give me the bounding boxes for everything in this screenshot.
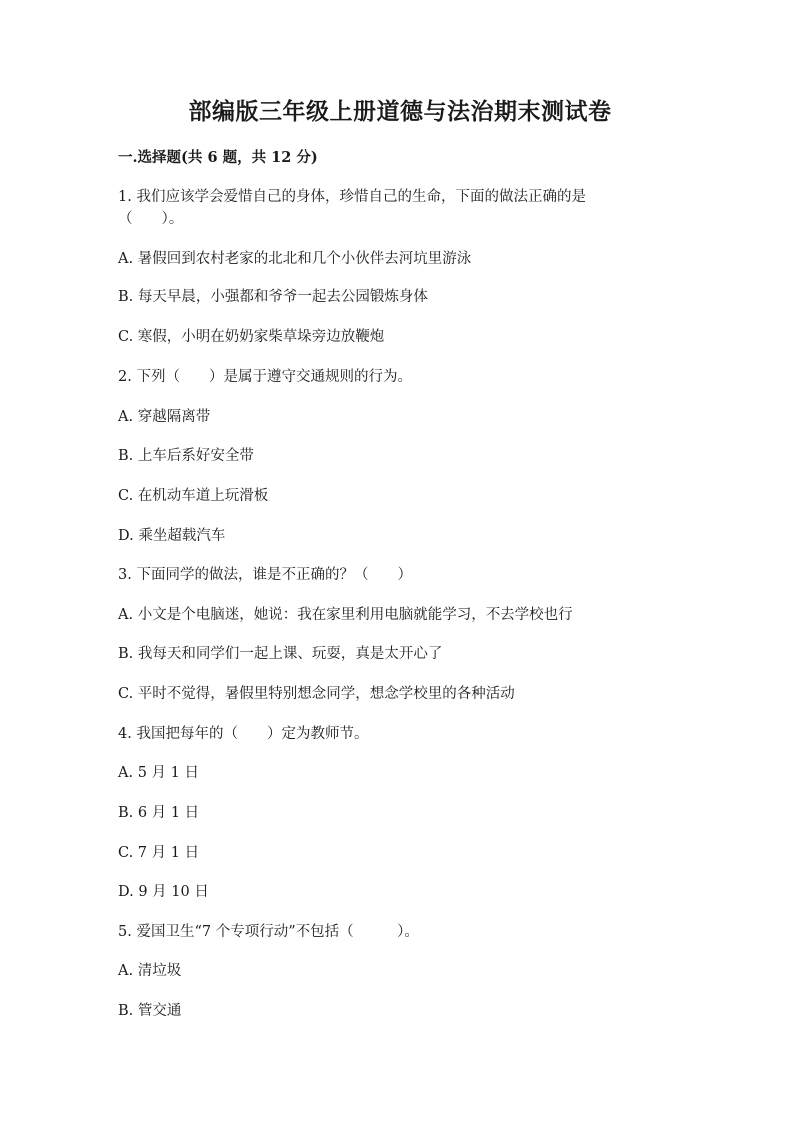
question-5-stem: 5. 爱国卫生“7 个专项行动”不包括（ ）。	[118, 924, 419, 940]
question-4-option-a: A. 5 月 1 日	[118, 765, 199, 781]
question-1-option-b: B. 每天早晨，小强都和爷爷一起去公园锻炼身体	[118, 289, 428, 305]
question-3-stem: 3. 下面同学的做法，谁是不正确的？（ ）	[118, 567, 412, 583]
question-1-option-c: C. 寒假，小明在奶奶家柴草垛旁边放鞭炮	[118, 329, 385, 345]
question-1-option-a: A. 暑假回到农村老家的北北和几个小伙伴去河坑里游泳	[118, 251, 472, 267]
question-4-option-c: C. 7 月 1 日	[118, 845, 200, 861]
question-1-stem: 1. 我们应该学会爱惜自己的身体，珍惜自己的生命，下面的做法正确的是	[118, 189, 586, 205]
question-2-stem: 2. 下列（ ）是属于遵守交通规则的行为。	[118, 369, 412, 385]
question-2-option-c: C. 在机动车道上玩滑板	[118, 488, 269, 504]
question-3-option-b: B. 我每天和同学们一起上课、玩耍，真是太开心了	[118, 646, 443, 662]
question-3-option-c: C. 平时不觉得，暑假里特别想念同学，想念学校里的各种活动	[118, 686, 515, 702]
question-2-option-a: A. 穿越隔离带	[118, 409, 211, 425]
question-1-stem-continued: （ ）。	[118, 211, 184, 227]
question-5-option-b: B. 管交通	[118, 1003, 182, 1019]
page-title: 部编版三年级上册道德与法治期末测试卷	[188, 98, 612, 125]
question-4-option-d: D. 9 月 10 日	[118, 884, 209, 900]
question-4-stem: 4. 我国把每年的（ ）定为教师节。	[118, 726, 369, 742]
question-4-option-b: B. 6 月 1 日	[118, 805, 200, 821]
question-5-option-a: A. 清垃圾	[118, 963, 182, 979]
section-heading: 一.选择题(共 6 题，共 12 分)	[118, 149, 318, 166]
question-2-option-b: B. 上车后系好安全带	[118, 448, 254, 464]
question-3-option-a: A. 小文是个电脑迷，她说：我在家里利用电脑就能学习，不去学校也行	[118, 607, 573, 623]
question-2-option-d: D. 乘坐超载汽车	[118, 528, 226, 544]
